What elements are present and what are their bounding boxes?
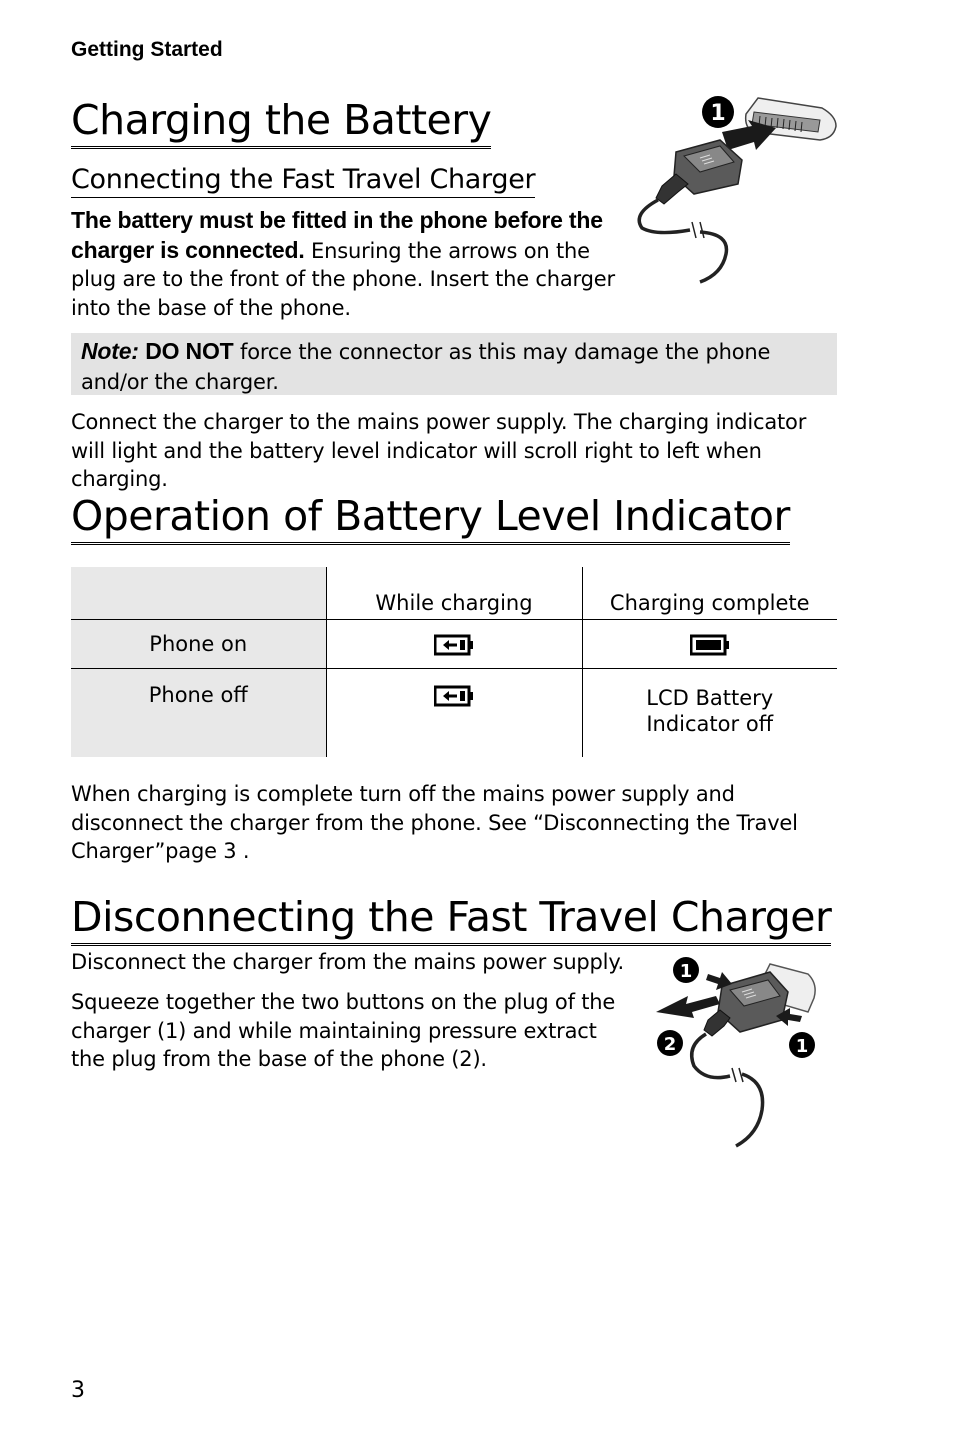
disconnect-charger-figure bbox=[650, 950, 825, 1155]
table-row bbox=[71, 620, 837, 669]
connect-charger-figure bbox=[630, 90, 845, 290]
disconnect-step-1: Disconnect the charger from the mains power supply. bbox=[71, 950, 625, 974]
connecting-instructions bbox=[71, 206, 619, 322]
lcd-off-line1: LCD Battery bbox=[646, 686, 774, 710]
battery-charging-icon bbox=[434, 685, 474, 707]
table-header-row bbox=[71, 567, 837, 620]
note-emphasis: DO NOT bbox=[145, 338, 234, 364]
note-text bbox=[81, 336, 837, 397]
battery-indicator-table bbox=[71, 567, 837, 757]
subsection-title-connecting: Connecting the Fast Travel Charger bbox=[71, 164, 535, 198]
cell-phone-on-while bbox=[326, 620, 582, 669]
row-label-phone-on: Phone on bbox=[71, 620, 326, 669]
row-label-phone-off: Phone off bbox=[71, 669, 326, 758]
lcd-off-line2: Indicator off bbox=[646, 712, 774, 736]
step-1-marker: 1 bbox=[710, 101, 726, 126]
note-body: force the connector as this may damage the phone and/or the charger. bbox=[81, 340, 771, 394]
table-header-while-charging: While charging bbox=[326, 567, 582, 620]
battery-full-icon bbox=[690, 634, 730, 656]
disconnect-step-2: Squeeze together the two buttons on the plug of the charger (1) and while maintaining pressure extract the plug from the base of the phone (2). bbox=[71, 990, 616, 1071]
table-row bbox=[71, 669, 837, 758]
note-label: Note: bbox=[81, 338, 139, 364]
note-box bbox=[71, 333, 837, 395]
step-1-marker-top: 1 bbox=[679, 961, 693, 982]
table-header-charging-complete: Charging complete bbox=[582, 567, 837, 620]
section-title-battery-indicator: Operation of Battery Level Indicator bbox=[71, 492, 790, 545]
charging-indicator-paragraph: Connect the charger to the mains power supply. The charging indicator will light and the battery level indicator will scroll right to left when charging. bbox=[71, 410, 807, 491]
cell-phone-off-while bbox=[326, 669, 582, 758]
cell-phone-on-complete bbox=[582, 620, 837, 669]
page-number: 3 bbox=[71, 1378, 85, 1403]
cell-phone-off-complete bbox=[582, 669, 837, 758]
section-title-disconnecting: Disconnecting the Fast Travel Charger bbox=[71, 893, 831, 946]
running-header: Getting Started bbox=[71, 38, 223, 61]
charging-complete-paragraph: When charging is complete turn off the mains power supply and disconnect the charger from the phone. See “Disconnecting the Travel Charger”page 3 . bbox=[71, 782, 798, 863]
section-title-charging: Charging the Battery bbox=[71, 96, 491, 149]
table-header-empty bbox=[71, 567, 326, 620]
step-2-marker: 2 bbox=[663, 1034, 677, 1055]
connecting-body: Ensuring the arrows on the plug are to the front of the phone. Insert the charger into the base of the phone. bbox=[71, 238, 615, 320]
battery-charging-icon bbox=[434, 634, 474, 656]
step-1-marker-right: 1 bbox=[795, 1036, 809, 1057]
bold-lead: The battery must be fitted in the phone before the charger is connected. bbox=[71, 207, 603, 263]
